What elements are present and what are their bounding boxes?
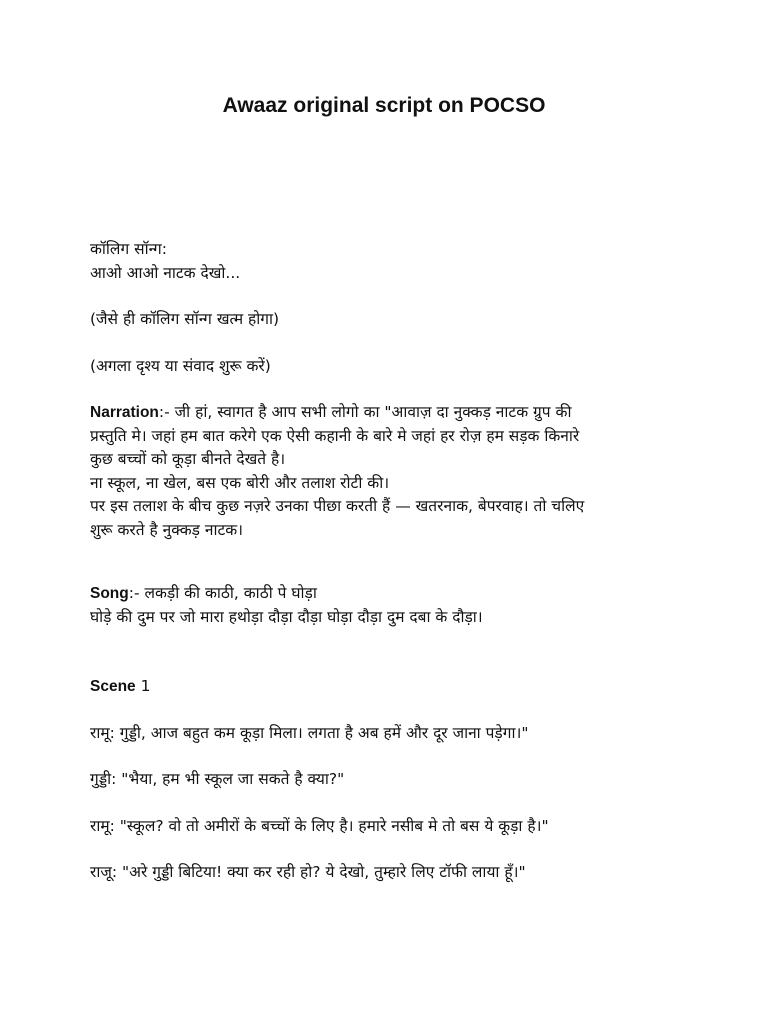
- calling-song-label: कॉलिग सॉन्ग:: [90, 240, 168, 258]
- narration-line: कुछ बच्चों को कूड़ा बीनते देखते है।: [90, 450, 286, 468]
- song-label: Song: [90, 585, 129, 602]
- song-paragraph: [90, 582, 690, 606]
- narration-paragraph: [90, 401, 690, 425]
- narration-line: प्रस्तुति मे। जहां हम बात करेगे एक ऐसी कहानी के बारे मे जहां हर रोज़ हम सड़क किनारे: [90, 426, 580, 445]
- dialogue-line: रामू: "स्कूल? वो तो अमीरों के बच्चों के लिए है। हमारे नसीब मे तो बस ये कूड़ा है।": [90, 816, 549, 835]
- calling-song-line: आओ आओ नाटक देखो...: [90, 263, 241, 282]
- narration-line: शुरू करते है नुक्कड़ नाटक।: [90, 520, 244, 539]
- song-line: घोड़े की दुम पर जो मारा हथोड़ा दौड़ा दौड़ा घोड़ा दौड़ा दुम दबा के दौड़ा।: [90, 607, 483, 626]
- stage-direction: (जैसे ही कॉलिग सॉन्ग खत्म होगा): [90, 310, 280, 328]
- narration-label: Narration: [90, 404, 159, 421]
- narration-text: :- जी हां, स्वागत है आप सभी लोगो का "आवाज़ दा नुक्कड़ नाटक ग्रुप की: [158, 403, 572, 421]
- narration-line: पर इस तलाश के बीच कुछ नज़रे उनका पीछा करती हैं — खतरनाक, बेपरवाह। तो चलिए: [90, 497, 585, 515]
- dialogue-line: रामू: गुड्डी, आज बहुत कम कूड़ा मिला। लगता है अब हमें और दूर जाना पड़ेगा।": [90, 723, 529, 742]
- script-body: [90, 238, 690, 885]
- dialogue-line: राजू: "अरे गुड्डी बिटिया! क्या कर रही हो? ये देखो, तुम्हारे लिए टॉफी लाया हूँ।": [90, 863, 526, 881]
- stage-direction: (अगला दृश्य या संवाद शुरू करें): [90, 356, 271, 375]
- dialogue-line: गुड्डी: "भैया, हम भी स्कूल जा सकते है क्या?": [90, 770, 345, 788]
- scene-label: Scene: [90, 678, 136, 695]
- document-title: Awaaz original script on POCSO: [222, 94, 546, 117]
- song-text: :- लकड़ी की काठी, काठी पे घोड़ा: [128, 584, 317, 602]
- narration-line: ना स्कूल, ना खेल, बस एक बोरी और तलाश रोटी की।: [90, 473, 390, 492]
- scene-heading: [90, 675, 690, 699]
- scene-number: 1: [135, 677, 151, 695]
